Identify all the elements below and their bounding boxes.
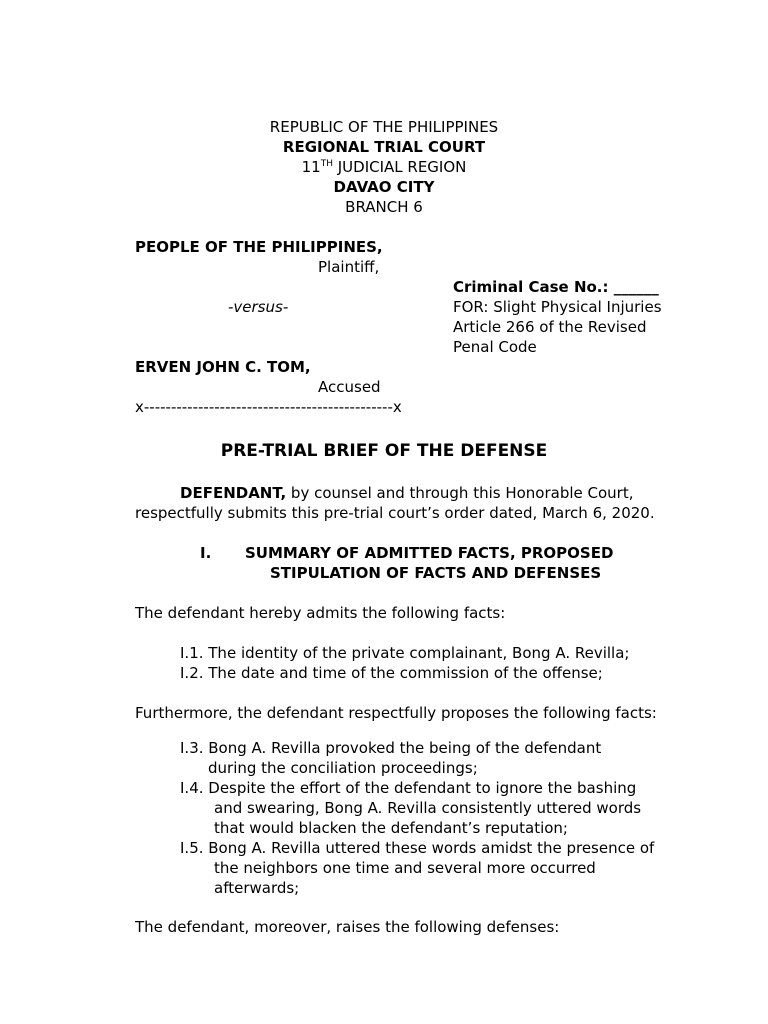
caption-republic: REPUBLIC OF THE PHILIPPINES bbox=[269, 118, 499, 136]
intro-lead: DEFENDANT, bbox=[180, 484, 287, 502]
case-for-line-1: FOR: Slight Physical Injuries bbox=[453, 298, 662, 316]
defenses-intro: The defendant, moreover, raises the following defenses: bbox=[135, 918, 560, 936]
caption-region-text: JUDICIAL REGION bbox=[332, 158, 467, 176]
accused-name: ERVEN JOHN C. TOM, bbox=[135, 358, 311, 376]
document-title: PRE-TRIAL BRIEF OF THE DEFENSE bbox=[220, 441, 548, 461]
admitted-item-2: I.2. The date and time of the commission of the offense; bbox=[180, 664, 603, 682]
proposed-item-5-line-2: the neighbors one time and several more occurred bbox=[214, 859, 596, 877]
caption-city: DAVAO CITY bbox=[333, 178, 435, 196]
caption-region bbox=[0, 157, 768, 177]
caption-separator: x----------------------------------------------x bbox=[135, 398, 402, 416]
plaintiff-role: Plaintiff, bbox=[318, 258, 380, 276]
intro-line-2: respectfully submits this pre-trial court’s order dated, March 6, 2020. bbox=[135, 504, 655, 522]
case-for-line-2: Article 266 of the Revised bbox=[453, 318, 647, 336]
case-number: Criminal Case No.: ______ bbox=[453, 278, 659, 296]
proposed-item-3-line-2: during the conciliation proceedings; bbox=[208, 759, 478, 777]
proposed-item-5-line-1: I.5. Bong A. Revilla uttered these words amidst the presence of bbox=[180, 839, 655, 857]
proposed-item-4-line-2: and swearing, Bong A. Revilla consistently uttered words bbox=[214, 799, 642, 817]
accused-role: Accused bbox=[318, 378, 381, 396]
admits-intro: The defendant hereby admits the following facts: bbox=[135, 604, 506, 622]
plaintiff-name: PEOPLE OF THE PHILIPPINES, bbox=[135, 238, 383, 256]
caption-branch: BRANCH 6 bbox=[345, 198, 423, 216]
proposed-item-4-line-1: I.4. Despite the effort of the defendant to ignore the bashing bbox=[180, 779, 637, 797]
intro-line-1 bbox=[180, 483, 634, 503]
section-1-numeral: I. bbox=[200, 544, 212, 562]
section-1-heading-line-2: STIPULATION OF FACTS AND DEFENSES bbox=[270, 564, 602, 582]
proposed-item-4-line-3: that would blacken the defendant’s reputation; bbox=[214, 819, 568, 837]
versus-label: -versus- bbox=[228, 298, 289, 316]
caption-court: REGIONAL TRIAL COURT bbox=[282, 138, 486, 156]
caption-region-superscript: TH bbox=[320, 159, 333, 169]
admitted-item-1: I.1. The identity of the private complainant, Bong A. Revilla; bbox=[180, 644, 630, 662]
case-for-line-3: Penal Code bbox=[453, 338, 537, 356]
proposed-item-3-line-1: I.3. Bong A. Revilla provoked the being of the defendant bbox=[180, 739, 602, 757]
caption-region-number: 11 bbox=[301, 158, 321, 176]
proposed-item-5-line-3: afterwards; bbox=[214, 879, 300, 897]
proposes-intro: Furthermore, the defendant respectfully proposes the following facts: bbox=[135, 704, 657, 722]
section-1-heading-line-1: SUMMARY OF ADMITTED FACTS, PROPOSED bbox=[245, 544, 614, 562]
intro-line-1-rest: by counsel and through this Honorable Court, bbox=[286, 484, 634, 502]
